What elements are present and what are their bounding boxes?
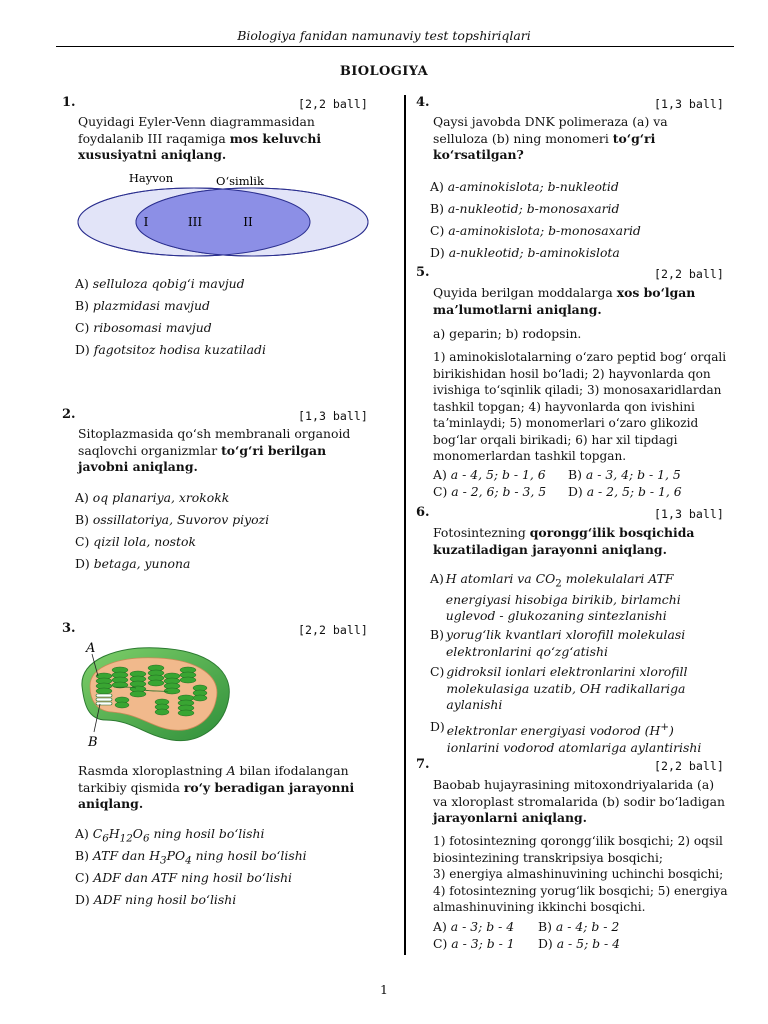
q2-option-b[interactable]: B) ossillatoriya, Suvorov piyozi (75, 512, 270, 527)
q4-number: 4. (416, 95, 430, 110)
granum-a-highlight (96, 694, 112, 705)
q7-facts-2: 3) energiya almashinuvining uchinchi bosqichi; 4) fotosintezning yorugʻlik bosqichi; 5) energiya almashinuvining ikkinchi bosqichi. (433, 867, 728, 914)
q2-option-c[interactable]: C) qizil lola, nostok (75, 534, 196, 549)
label-a: A (86, 641, 96, 656)
venn-region-1: I (143, 215, 149, 229)
label-b: B (88, 735, 98, 750)
q2-points: [1,3 ball] (298, 409, 368, 423)
q5-number: 5. (416, 265, 430, 280)
venn-region-3: III (187, 215, 203, 229)
q3-stem: Rasmda xloroplastning A bilan ifodalangan tarkibiy qismida roʻy beradigan jarayonni aniqlang. (78, 763, 355, 811)
column-divider (404, 95, 406, 955)
q4-option-d[interactable]: D) a-nukleotid; b-aminokislota (430, 245, 620, 260)
q5-option-a[interactable]: A) a - 4, 5; b - 1, 6 (433, 467, 546, 482)
q5-given: a) geparin; b) rodopsin. (433, 326, 582, 341)
q4-option-b[interactable]: B) a-nukleotid; b-monosaxarid (430, 201, 620, 216)
q3-option-a[interactable]: A) $C_6H_{12}O_6$ ning hosil boʻlishi (75, 826, 265, 845)
q1-option-c[interactable]: C) ribosomasi mavjud (75, 320, 212, 335)
venn-label-right: Oʻsimlik (216, 174, 264, 188)
q1-venn-diagram (78, 170, 348, 265)
q2-option-d[interactable]: D) betaga, yunona (75, 556, 191, 571)
q5-facts: 1) aminokislotalarning oʻzaro peptid bogʻ orqali birikishidan hosil boʻladi; 2) hayvonlarda qon ivishiga toʻsqinlik qiladi; 3) monosaxaridlardan tashkil topgan; 4) hayvonlarda qon ivishini taʼminlaydi; 5) monomerlari oʻzaro glikozid bogʻlar orqali birikadi; 6) har xil tipdagi monomerlardan tashkil topgan. (433, 350, 727, 463)
q4-option-a[interactable]: A) a-aminokislota; b-nukleotid (430, 179, 619, 194)
q7-points: [2,2 ball] (654, 759, 724, 773)
venn-region-2: II (243, 215, 253, 229)
q6-points: [1,3 ball] (654, 507, 724, 521)
q6-option-c[interactable]: C) gidroksil ionlari elektronlarini xlorofill molekulasiga uzatib, OH radikallariga aylanishi (430, 664, 688, 712)
q2-stem: Sitoplazmasida qoʻsh membranali organoid saqlovchi organizmlar toʻgʻri berilgan javobni aniqlang. (78, 426, 351, 474)
q3-points: [2,2 ball] (298, 623, 368, 637)
chloroplast-image (76, 640, 246, 752)
q4-option-c[interactable]: C) a-aminokislota; b-monosaxarid (430, 223, 641, 238)
q1-points: [2,2 ball] (298, 97, 368, 111)
page-number: 1 (380, 982, 388, 997)
venn-label-left: Hayvon (128, 171, 174, 185)
q7-option-a[interactable]: A) a - 3; b - 4 (433, 919, 515, 934)
q7-stem: Baobab hujayrasining mitoxondriyalarida (a) va xloroplast stromalarida (b) sodir boʻladigan jarayonlarni aniqlang. (433, 777, 726, 825)
q6-option-d[interactable]: D) elektronlar energiyasi vodorod (H+) ionlarini vodorod atomlariga aylantirishi (430, 719, 702, 755)
q3-number: 3. (62, 621, 76, 636)
q2-option-a[interactable]: A) oq planariya, xrokokk (75, 490, 230, 505)
q2-number: 2. (62, 407, 76, 422)
subject-title: BIOLOGIYA (339, 64, 429, 79)
q7-option-d[interactable]: D) a - 5; b - 4 (538, 936, 621, 951)
q4-points: [1,3 ball] (654, 97, 724, 111)
q7-facts: 1) fotosintezning qoronggʻilik bosqichi; 2) oqsil biosintezining transkripsiya bosqichi; (433, 834, 723, 865)
q3-option-c[interactable]: C) ADF dan ATF ning hosil boʻlishi (75, 870, 293, 885)
q7-option-c[interactable]: C) a - 3; b - 1 (433, 936, 515, 951)
q5-option-c[interactable]: C) a - 2, 6; b - 3, 5 (433, 484, 547, 499)
q1-number: 1. (62, 95, 76, 110)
q1-option-a[interactable]: A) selluloza qobigʻi mavjud (75, 276, 245, 291)
q7-option-b[interactable]: B) a - 4; b - 2 (538, 919, 620, 934)
q6-option-a[interactable]: A) H atomlari va $CO_2$ molekulalari ATF energiyasi hisobiga birikib, birlamchi uglevod - glukozaning sintezlanishi (430, 571, 681, 624)
q5-stem: Quyida berilgan moddalarga xos boʻlgan maʼlumotlarni aniqlang. (433, 285, 696, 317)
q1-option-b[interactable]: B) plazmidasi mavjud (75, 298, 210, 313)
q1-stem: Quyidagi Eyler-Venn diagrammasidan foydalanib III raqamiga mos keluvchi xususiyatni aniqlang. (78, 114, 322, 162)
header-rule (56, 46, 734, 47)
q6-number: 6. (416, 505, 430, 520)
q3-option-b[interactable]: B) ATF dan $H_3PO_4$ ning hosil boʻlishi (75, 848, 307, 867)
q4-stem: Qaysi javobda DNK polimeraza (a) va selluloza (b) ning monomeri toʻgʻri koʻrsatilgan? (433, 114, 668, 162)
q5-option-d[interactable]: D) a - 2, 5; b - 1, 6 (568, 484, 682, 499)
page-header: Biologiya fanidan namunaviy test topshiriqlari (237, 28, 531, 43)
q3-option-d[interactable]: D) ADF ning hosil boʻlishi (75, 892, 237, 907)
q5-points: [2,2 ball] (654, 267, 724, 281)
q1-option-d[interactable]: D) fagotsitoz hodisa kuzatiladi (75, 342, 266, 357)
q7-number: 7. (416, 757, 430, 772)
q6-option-b[interactable]: B) yorugʻlik kvantlari xlorofill molekulasi elektronlarini qoʻzgʻatishi (430, 627, 686, 659)
q5-option-b[interactable]: B) a - 3, 4; b - 1, 5 (568, 467, 681, 482)
q6-stem: Fotosintezning qoronggʻilik bosqichida kuzatiladigan jarayonni aniqlang. (433, 525, 695, 557)
